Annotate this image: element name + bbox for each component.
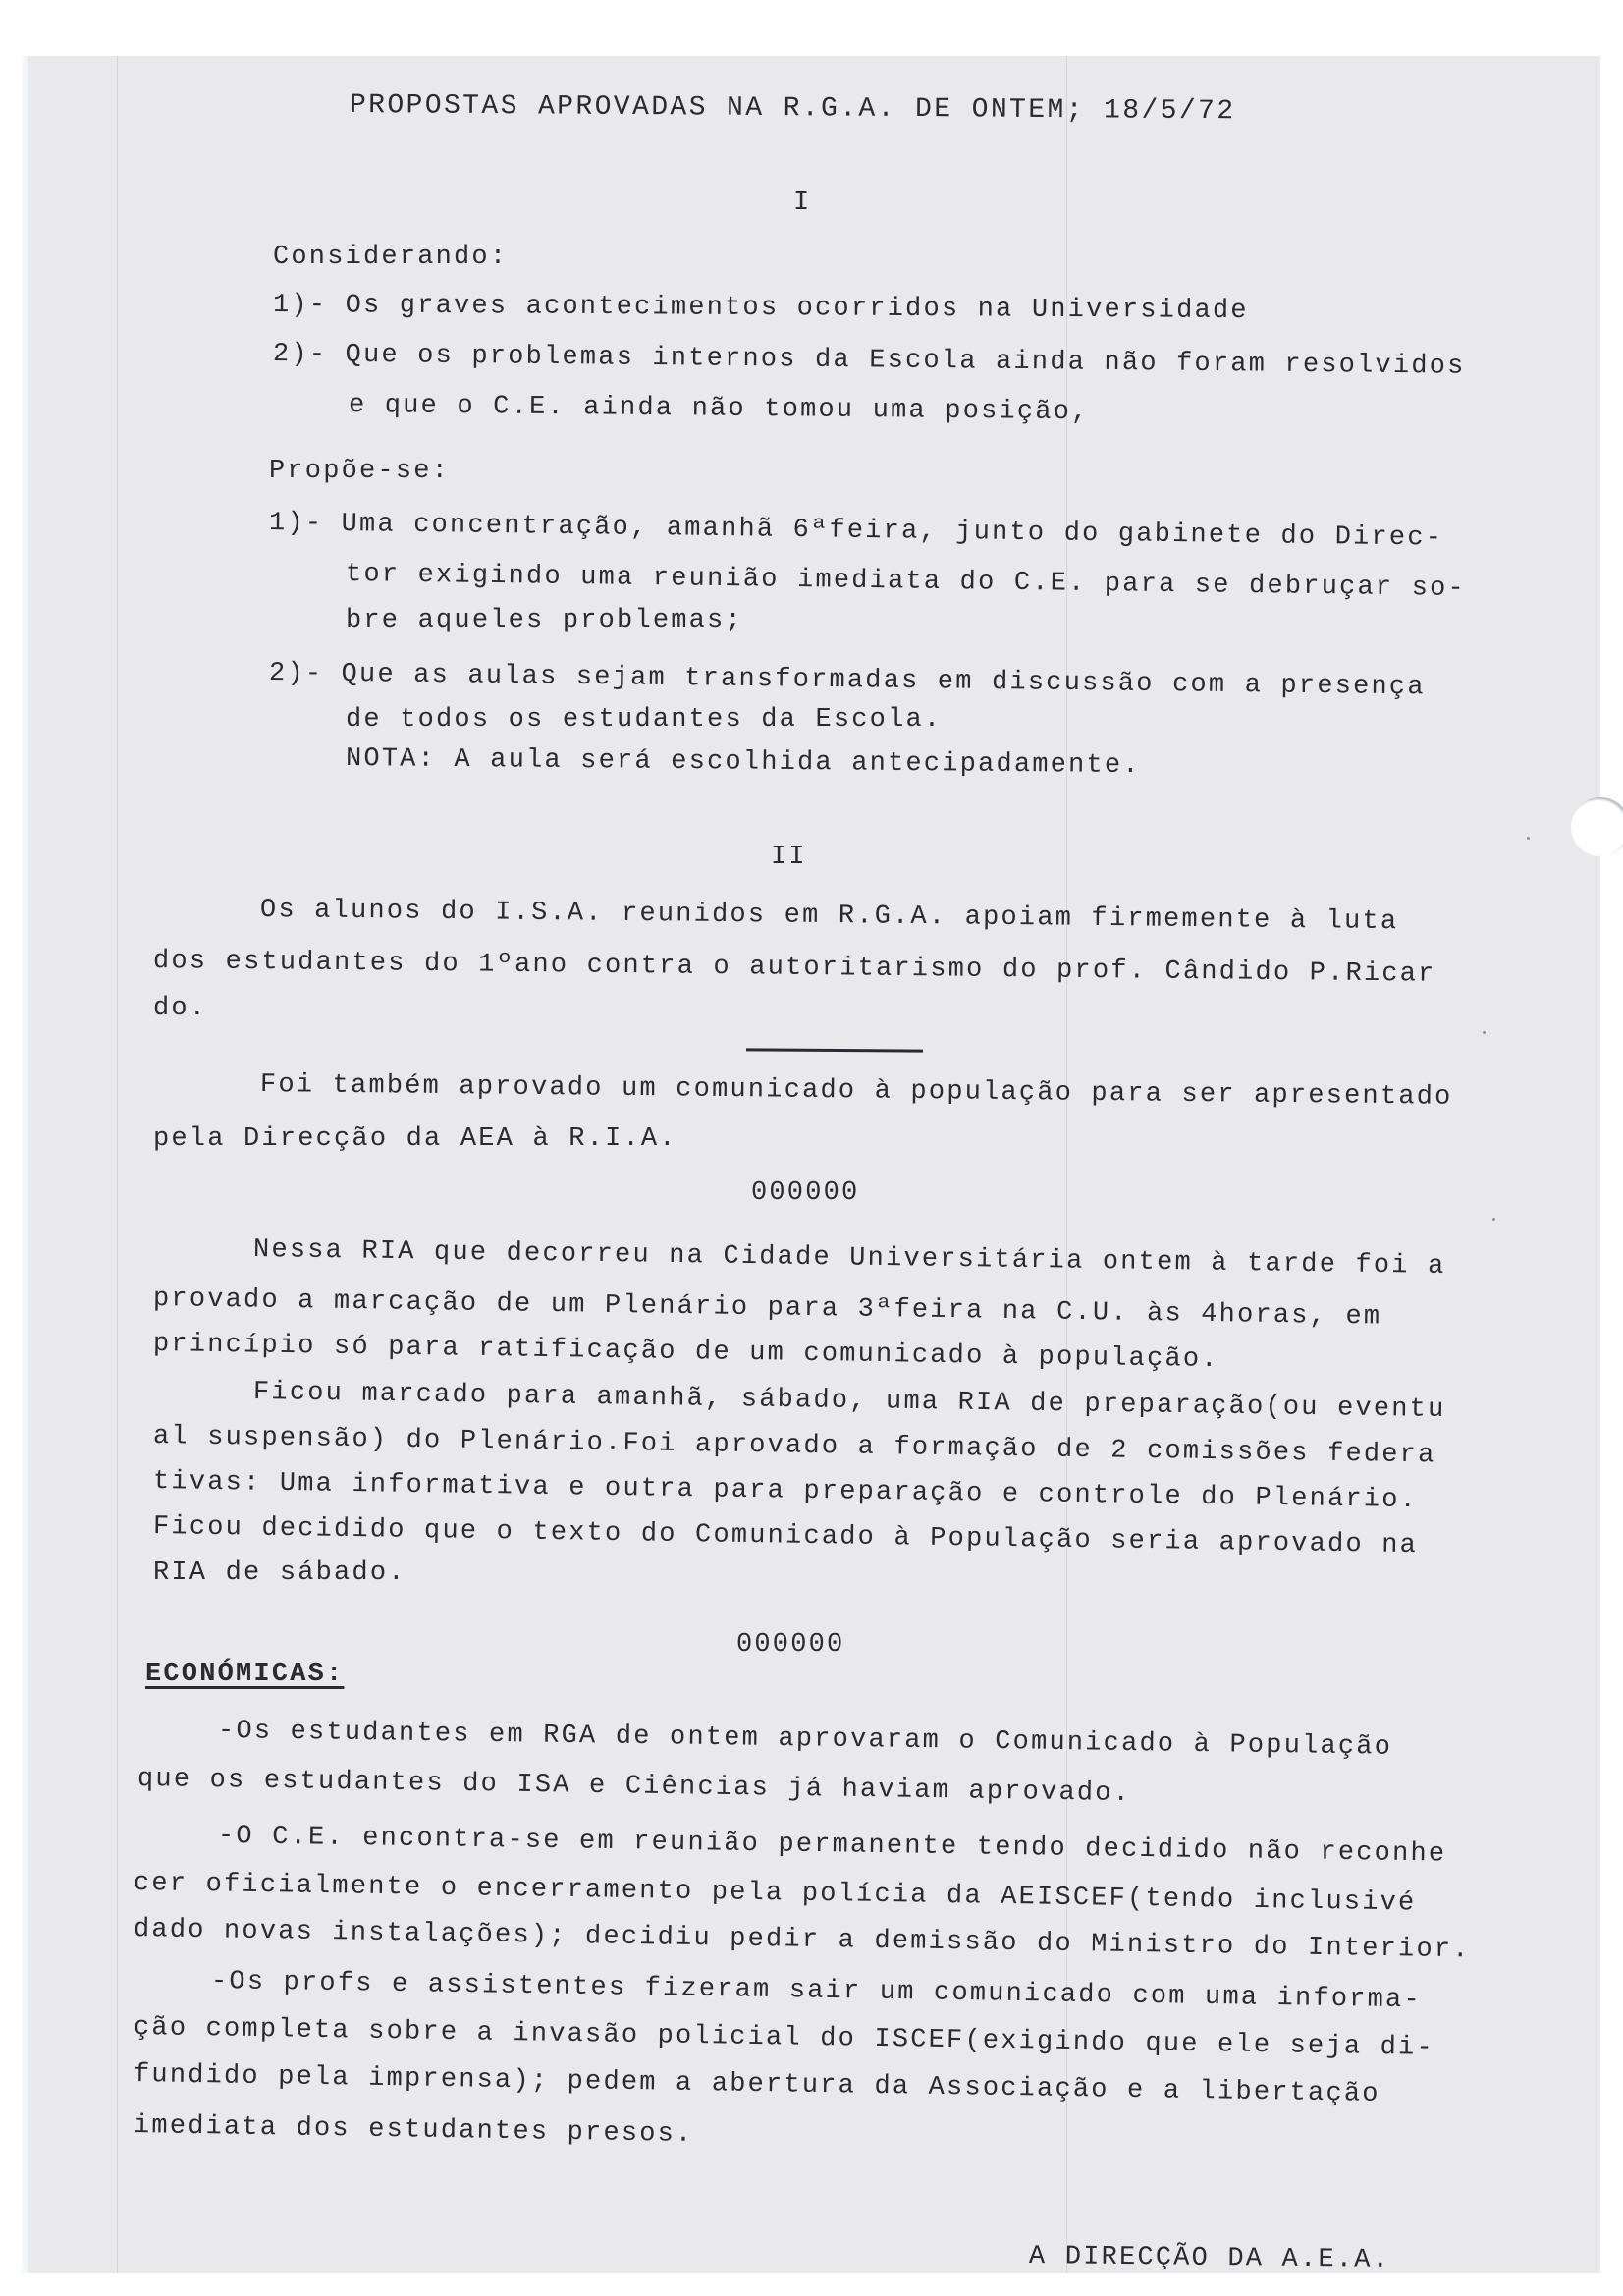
- economicas-line: ção completa sobre a invasão policial do ISCEF(exigindo que ele seja di-: [133, 2013, 1435, 2063]
- ria-line: Ficou decidido que o texto do Comunicado à População seria aprovado na: [152, 1512, 1419, 1561]
- ria-line: al suspensão) do Plenário.Foi aprovado a formação de 2 comissões federa: [152, 1422, 1436, 1471]
- nota: NOTA: A aula será escolhida antecipadamente.: [345, 744, 1141, 782]
- considerando-label: Considerando:: [273, 243, 509, 272]
- proposta-item: 1)- Uma concentração, amanhã 6ªfeira, junto do gabinete do Direc-: [268, 509, 1444, 554]
- signature: A DIRECÇÃO DA A.E.A.: [1028, 2242, 1391, 2275]
- economicas-line: imediata dos estudantes presos.: [133, 2111, 694, 2150]
- scan-speck: [1527, 837, 1530, 840]
- document-title: PROPOSTAS APROVADAS NA R.G.A. DE ONTEM; 18/5/72: [349, 90, 1236, 128]
- considerando-item-cont: e que o C.E. ainda não tomou uma posição,: [348, 391, 1090, 428]
- propoe-label: Propõe-se:: [269, 457, 451, 486]
- comunicado-line: pela Direcção da AEA à R.I.A.: [153, 1124, 677, 1154]
- economicas-line: -O C.E. encontra-se em reunião permanente tendo decidido não reconhe: [217, 1822, 1447, 1870]
- proposta-item-cont: bre aqueles problemas;: [346, 606, 743, 635]
- section-heading-II: II: [771, 843, 807, 872]
- comunicado-line: Foi também aprovado um comunicado à população para ser apresentado: [259, 1070, 1453, 1113]
- proposta-item: 2)- Que as aulas sejam transformadas em discussão com a presença: [268, 659, 1426, 703]
- economicas-line: -Os estudantes em RGA de ontem aprovaram o Comunicado à População: [217, 1717, 1393, 1763]
- ria-line: provado a marcação de um Plenário para 3ªfeira na C.U. às 4horas, em: [152, 1285, 1382, 1333]
- separator: 000000: [751, 1178, 860, 1208]
- economicas-heading: ECONÓMICAS:: [145, 1660, 345, 1689]
- section-II-line: dos estudantes do 1ºano contra o autoritarismo do prof. Cândido P.Ricar: [152, 947, 1436, 990]
- ria-line: tivas: Uma informativa e outra para preparação e controle do Plenário.: [152, 1467, 1419, 1516]
- proposta-item-cont: tor exigindo uma reunião imediata do C.E. para se debruçar so-: [345, 560, 1467, 604]
- section-II-line: Os alunos do I.S.A. reunidos em R.G.A. apoiam firmemente à luta: [259, 896, 1399, 938]
- economicas-line: -Os profs e assistentes fizeram sair um comunicado com uma informa-: [210, 1967, 1423, 2016]
- punch-hole: [1571, 797, 1623, 856]
- ria-line: RIA de sábado.: [153, 1558, 406, 1588]
- separator: 000000: [736, 1630, 845, 1660]
- economicas-line: fundido pela imprensa); pedem a abertura da Associação e a libertação: [133, 2060, 1380, 2109]
- economicas-line: dado novas instalações); decidiu pedir a demissão do Ministro do Interior.: [133, 1915, 1471, 1966]
- considerando-item: 1)- Os graves acontecimentos ocorridos na Universidade: [272, 291, 1249, 327]
- ria-line: Nessa RIA que decorreu na Cidade Universitária ontem à tarde foi a: [252, 1235, 1446, 1282]
- considerando-item: 2)- Que os problemas internos da Escola ainda não foram resolvidos: [272, 340, 1466, 382]
- scan-speck: [1483, 1031, 1486, 1034]
- ria-line: princípio só para ratificação de um comunicado à população.: [152, 1330, 1219, 1376]
- ria-line: Ficou marcado para amanhã, sábado, uma RIA de preparação(ou eventu: [252, 1378, 1446, 1426]
- section-heading-I: I: [793, 189, 812, 218]
- section-II-line: do.: [153, 994, 208, 1023]
- economicas-line: que os estudantes do ISA e Ciências já haviam aprovado.: [136, 1765, 1132, 1810]
- proposta-item-cont: de todos os estudantes da Escola.: [346, 705, 943, 735]
- economicas-line: cer oficialmente o encerramento pela polícia da AEISCEF(tendo inclusivé: [133, 1869, 1417, 1919]
- scan-speck: [1492, 1218, 1495, 1221]
- fold-line: [117, 56, 118, 2273]
